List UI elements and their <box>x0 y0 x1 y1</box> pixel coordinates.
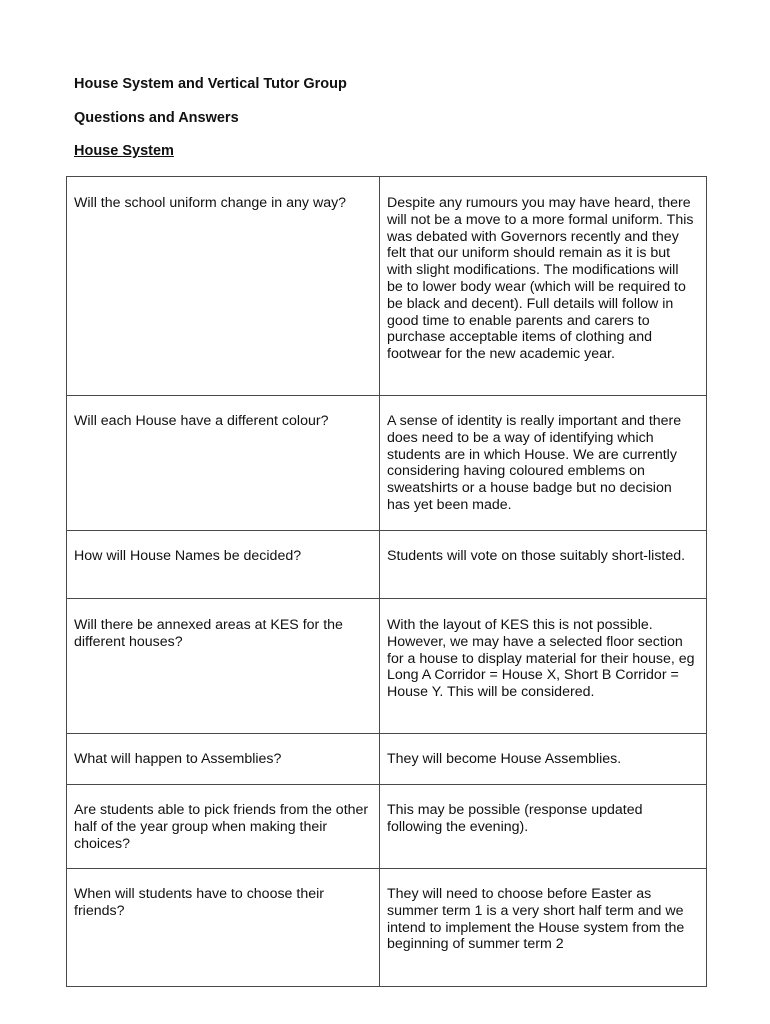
question-cell: Will there be annexed areas at KES for the different houses? <box>67 599 380 734</box>
document-title: House System and Vertical Tutor Group <box>74 76 347 92</box>
answer-cell: Students will vote on those suitably short-listed. <box>380 531 707 599</box>
qa-table <box>66 176 707 987</box>
qa-row <box>67 869 707 987</box>
question-cell: How will House Names be decided? <box>67 531 380 599</box>
answer-cell: A sense of identity is really important and there does need to be a way of identifying which students are in which House. We are currently considering having coloured emblems on sweatshirts or a house badge but no decision has yet been made. <box>380 396 707 531</box>
question-cell: Will the school uniform change in any way? <box>67 177 380 396</box>
question-cell: When will students have to choose their friends? <box>67 869 380 987</box>
section-title: House System <box>74 143 174 159</box>
answer-cell: Despite any rumours you may have heard, there will not be a move to a more formal uniform. This was debated with Governors recently and they felt that our uniform should remain as it is but with slight modifications. The modifications will be to lower body wear (which will be required to be black and decent). Full details will follow in good time to enable parents and carers to purchase acceptable items of clothing and footwear for the new academic year. <box>380 177 707 396</box>
document-subtitle: Questions and Answers <box>74 110 239 126</box>
answer-cell: They will need to choose before Easter as summer term 1 is a very short half term and we intend to implement the House system from the beginning of summer term 2 <box>380 869 707 987</box>
question-cell: What will happen to Assemblies? <box>67 734 380 785</box>
question-cell: Are students able to pick friends from the other half of the year group when making their choices? <box>67 785 380 869</box>
qa-row <box>67 734 707 785</box>
qa-row <box>67 396 707 531</box>
question-cell: Will each House have a different colour? <box>67 396 380 531</box>
answer-cell: With the layout of KES this is not possible. However, we may have a selected floor section for a house to display material for their house, eg Long A Corridor = House X, Short B Corridor = House Y. This will be considered. <box>380 599 707 734</box>
qa-row <box>67 531 707 599</box>
answer-cell: They will become House Assemblies. <box>380 734 707 785</box>
answer-cell: This may be possible (response updated following the evening). <box>380 785 707 869</box>
qa-row <box>67 177 707 396</box>
qa-row <box>67 599 707 734</box>
qa-row <box>67 785 707 869</box>
